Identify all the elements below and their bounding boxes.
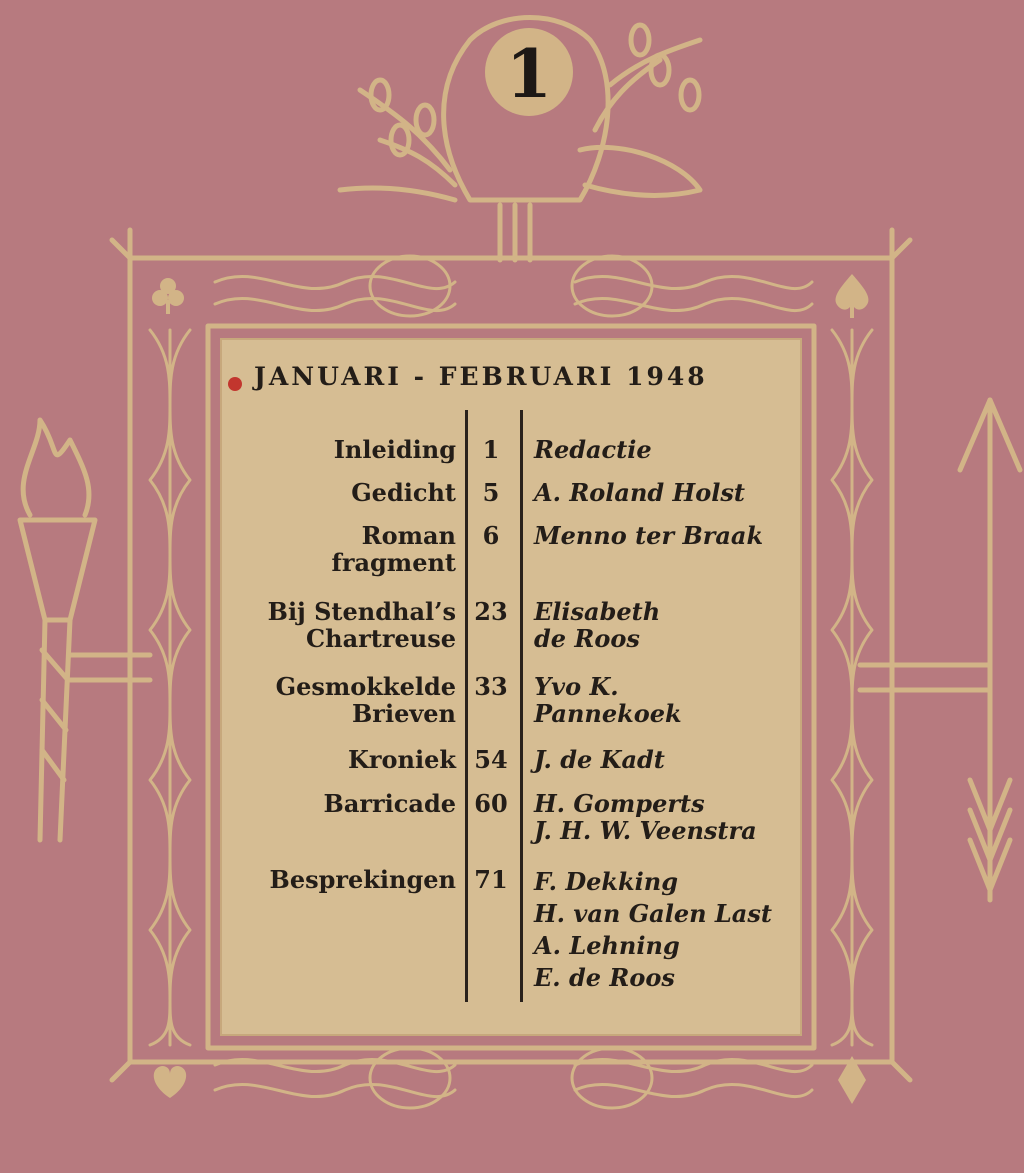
toc-author: F. Dekking: [534, 867, 679, 896]
toc-authors: [534, 790, 757, 844]
top-braid-band: [215, 256, 812, 316]
toc-entry: [228, 598, 808, 678]
toc-page: 60: [474, 789, 508, 818]
toc-page: 6: [482, 521, 500, 550]
toc-title: [348, 746, 456, 773]
toc-author: A. Roland Holst: [534, 478, 745, 507]
toc-author: E. de Roos: [534, 963, 675, 992]
issue-date: JANUARI - FEBRUARI 1948: [254, 362, 708, 391]
toc-title-line: Kroniek: [348, 745, 456, 774]
toc-title-line: Besprekingen: [269, 865, 456, 894]
toc-authors: [534, 522, 763, 549]
issue-medallion: [485, 28, 573, 116]
toc-title: [332, 522, 457, 576]
toc-author: Yvo K.: [534, 672, 619, 701]
toc-author: A. Lehning: [534, 931, 680, 960]
toc-title-line: Barricade: [323, 789, 456, 818]
issue-number: 1: [506, 35, 552, 113]
toc-authors: [534, 673, 682, 727]
arrow-icon: [860, 400, 1020, 900]
toc-entry: [228, 522, 808, 602]
toc-author: H. van Galen Last: [534, 899, 772, 928]
toc-entry: [228, 673, 808, 753]
bottom-braid-band: [215, 1048, 812, 1108]
toc-author: Redactie: [534, 435, 652, 464]
club-icon: [152, 278, 184, 314]
toc-author: J. H. W. Veenstra: [534, 816, 757, 845]
toc-title-line: Brieven: [352, 699, 456, 728]
toc-authors: [534, 866, 772, 994]
toc-title-line: Bij Stendhal’s: [267, 597, 456, 626]
toc-title: [268, 598, 456, 652]
toc-author: J. de Kadt: [534, 745, 665, 774]
toc-authors: [534, 479, 745, 506]
toc-page: 5: [482, 478, 500, 507]
spade-icon: [836, 274, 869, 318]
toc-title: [334, 436, 456, 463]
toc-title-line: Roman: [361, 521, 456, 550]
toc-title: [324, 790, 456, 817]
toc-title-line: Inleiding: [333, 435, 456, 464]
toc-author: H. Gomperts: [534, 789, 705, 818]
toc-title: [270, 866, 456, 893]
toc-author: Menno ter Braak: [534, 521, 764, 550]
toc-page: 54: [474, 745, 508, 774]
toc-title-line: fragment: [331, 548, 456, 577]
toc-authors: [534, 436, 652, 463]
toc-authors: [534, 746, 665, 773]
toc-title: [351, 479, 456, 506]
toc-entry: [228, 790, 808, 870]
toc-author: de Roos: [534, 624, 640, 653]
red-dot-mark: [228, 377, 242, 391]
toc-author: Pannekoek: [534, 699, 682, 728]
toc-author: Elisabeth: [534, 597, 661, 626]
toc-title-line: Gedicht: [351, 478, 456, 507]
toc-title-line: Chartreuse: [306, 624, 456, 653]
toc-page: 1: [482, 435, 500, 464]
toc-entry: [228, 866, 808, 996]
toc-title: [276, 673, 456, 727]
toc-page: 71: [474, 865, 508, 894]
toc-page: 33: [474, 672, 508, 701]
toc-authors: [534, 598, 660, 652]
left-braid-panel: [150, 330, 190, 1045]
toc-title-line: Gesmokkelde: [275, 672, 456, 701]
heart-icon: [154, 1066, 186, 1098]
toc-page: 23: [474, 597, 508, 626]
